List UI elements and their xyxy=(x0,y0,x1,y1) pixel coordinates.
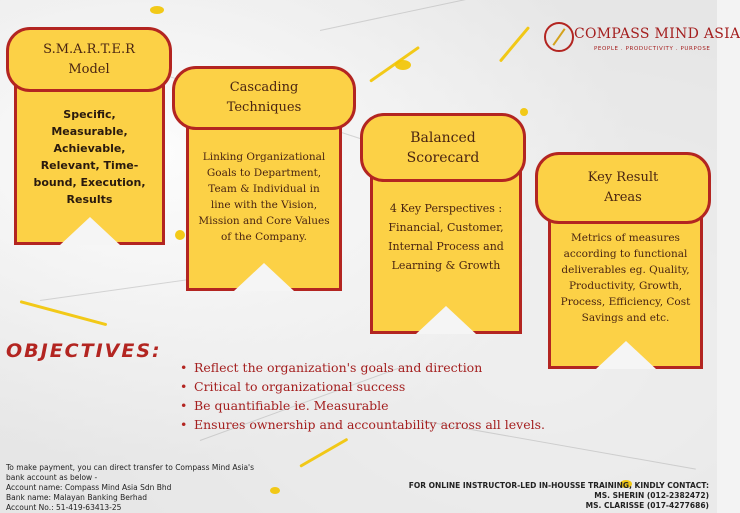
contact-person: MS. CLARISSE (017-4277686) xyxy=(585,501,709,510)
card-description: Linking Organizational Goals to Department, Team & Individual in line with the Vision, Mission and Core Values of the Company. xyxy=(198,151,330,243)
card-notch xyxy=(234,263,294,291)
list-item: • Ensures ownership and accountability across all levels. xyxy=(180,415,545,434)
brand-logo xyxy=(544,22,740,58)
paint-splash xyxy=(175,230,185,240)
account-number: Account No.: 51-419-63413-25 xyxy=(6,503,122,512)
bank-name: Bank name: Malayan Banking Berhad xyxy=(6,493,147,502)
card-title: Key Result Areas xyxy=(535,152,711,224)
compass-icon xyxy=(544,22,574,52)
objectives-list xyxy=(180,358,545,434)
contact-heading: FOR ONLINE INSTRUCTOR-LED IN-HOUSSE TRAINING, KINDLY CONTACT: xyxy=(408,481,709,490)
card-description: Specific, Measurable, Achievable, Relevant, Time-bound, Execution, Results xyxy=(33,107,146,206)
payment-info xyxy=(6,463,254,513)
brand-tagline: PEOPLE . PRODUCTIVITY . PURPOSE xyxy=(594,46,711,52)
list-item: • Critical to organizational success xyxy=(180,377,545,396)
card-notch xyxy=(596,341,656,369)
paint-splash xyxy=(520,108,528,116)
paint-splash xyxy=(270,487,280,494)
card-notch xyxy=(60,217,120,245)
card-title: S.M.A.R.T.E.R Model xyxy=(6,27,172,92)
contact-person: MS. SHERIN (012-2382472) xyxy=(594,491,709,500)
payment-line: bank account as below - xyxy=(6,473,98,482)
card-description: 4 Key Perspectives : Financial, Customer, Internal Process and Learning & Growth xyxy=(388,202,504,272)
card-title: Cascading Techniques xyxy=(172,66,356,130)
card-body xyxy=(186,115,342,291)
card-notch xyxy=(416,306,476,334)
brand-name: COMPASS MIND ASIA xyxy=(574,26,740,42)
contact-info xyxy=(409,481,709,511)
paint-splash xyxy=(150,6,164,14)
card-description: Metrics of measures according to functional deliverables eg. Quality, Productivity, Growth, Process, Efficiency, Cost Savings and etc. xyxy=(560,231,691,324)
payment-line: To make payment, you can direct transfer to Compass Mind Asia's xyxy=(6,463,255,472)
card-body xyxy=(14,70,165,245)
account-name: Account name: Compass Mind Asia Sdn Bhd xyxy=(6,483,172,492)
list-item: • Be quantifiable ie. Measurable xyxy=(180,396,545,415)
card-title: Balanced Scorecard xyxy=(360,113,526,182)
list-item: • Reflect the organization's goals and direction xyxy=(180,358,545,377)
objectives-title: OBJECTIVES: xyxy=(6,340,162,362)
